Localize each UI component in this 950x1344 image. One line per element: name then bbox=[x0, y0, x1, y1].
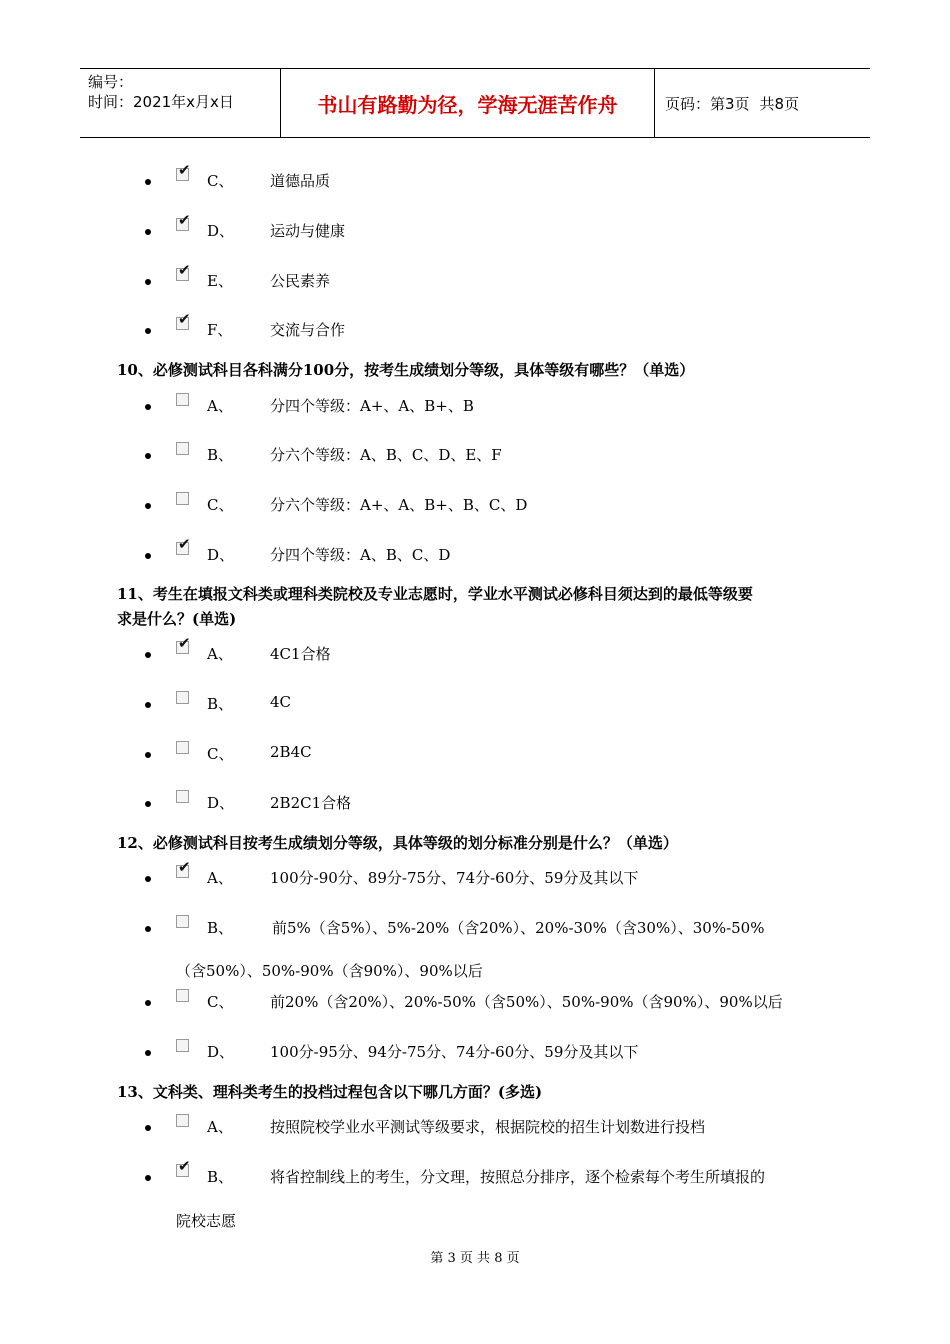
checkbox-checked[interactable] bbox=[176, 858, 191, 878]
option-text: 运动与健康 bbox=[270, 222, 346, 240]
option-text: 按照院校学业水平测试等级要求，根据院校的招生计划数进行投档 bbox=[270, 1118, 706, 1136]
check-icon: ✔ bbox=[178, 858, 191, 876]
option-text: 分六个等级：A、B、C、D、E、F bbox=[270, 446, 502, 464]
option-letter: A、 bbox=[207, 869, 233, 887]
option-item bbox=[0, 444, 950, 472]
option-item bbox=[0, 310, 950, 347]
option-item bbox=[0, 211, 950, 248]
option-item bbox=[0, 792, 950, 820]
total-label: 共8页 bbox=[759, 94, 800, 113]
checkbox-unchecked[interactable] bbox=[176, 915, 189, 928]
option-letter: D、 bbox=[207, 794, 235, 812]
option-letter: A、 bbox=[207, 1118, 233, 1136]
option-text: 前20%（含20%）、20%-50%（含50%）、50%-90%（含90%）、90%以后 bbox=[270, 993, 783, 1011]
question-title-line: 求是什么？(单选) bbox=[117, 610, 237, 628]
check-icon: ✔ bbox=[178, 1157, 191, 1175]
checkbox-unchecked[interactable] bbox=[176, 790, 189, 803]
bullet-icon bbox=[145, 328, 151, 334]
option-item bbox=[0, 261, 950, 298]
checkbox-checked[interactable] bbox=[176, 535, 191, 555]
header-motto: 书山有路勤为径，学海无涯苦作舟 bbox=[281, 69, 655, 137]
checkbox-unchecked[interactable] bbox=[176, 442, 189, 455]
checkbox-unchecked[interactable] bbox=[176, 741, 189, 754]
option-item bbox=[0, 1041, 950, 1069]
option-text: 分六个等级：A+、A、B+、B、C、D bbox=[270, 496, 528, 514]
option-item bbox=[0, 693, 950, 721]
checkbox-unchecked[interactable] bbox=[176, 691, 189, 704]
option-item bbox=[0, 858, 950, 895]
bullet-icon bbox=[145, 1125, 151, 1131]
option-letter: A、 bbox=[207, 645, 233, 663]
bullet-icon bbox=[145, 1050, 151, 1056]
option-item bbox=[0, 494, 950, 522]
header-page-info bbox=[655, 69, 870, 137]
bullet-icon bbox=[145, 279, 151, 285]
option-item bbox=[0, 991, 950, 1019]
question-title: 13、文科类、理科类考生的投档过程包含以下哪几方面？(多选) bbox=[117, 1083, 543, 1101]
option-text: 交流与合作 bbox=[270, 321, 346, 339]
check-icon: ✔ bbox=[178, 634, 191, 652]
option-letter: E、 bbox=[207, 272, 233, 290]
option-text-continued: （含50%）、50%-90%（含90%）、90%以后 bbox=[176, 962, 483, 980]
option-letter: B、 bbox=[207, 695, 234, 713]
question-title bbox=[117, 582, 837, 632]
question-title: 10、必修测试科目各科满分100分，按考生成绩划分等级，具体等级有哪些？（单选） bbox=[117, 361, 695, 379]
option-item bbox=[0, 917, 950, 980]
option-text: 4C1合格 bbox=[270, 645, 331, 663]
time-label: 时间：2021年x月x日 bbox=[88, 93, 234, 111]
bullet-icon bbox=[145, 1175, 151, 1181]
bullet-icon bbox=[145, 179, 151, 185]
question-title-line: 11、考生在填报文科类或理科类院校及专业志愿时，学业水平测试必修科目须达到的最低等级要 bbox=[117, 585, 753, 603]
option-item bbox=[0, 535, 950, 572]
option-letter: D、 bbox=[207, 546, 235, 564]
option-text: 2B4C bbox=[270, 743, 312, 761]
checkbox-unchecked[interactable] bbox=[176, 393, 189, 406]
option-letter: A、 bbox=[207, 397, 233, 415]
checkbox-checked[interactable] bbox=[176, 310, 191, 330]
bullet-icon bbox=[145, 652, 151, 658]
check-icon: ✔ bbox=[178, 261, 191, 279]
bullet-icon bbox=[145, 876, 151, 882]
option-letter: D、 bbox=[207, 222, 235, 240]
option-text: 道德品质 bbox=[270, 172, 331, 190]
number-label: 编号： bbox=[88, 73, 134, 91]
question-title: 12、必修测试科目按考生成绩划分等级，具体等级的划分标准分别是什么？（单选） bbox=[117, 834, 678, 852]
option-letter: B、 bbox=[207, 1168, 234, 1186]
bullet-icon bbox=[145, 453, 151, 459]
page-label: 页码：第3页 bbox=[665, 94, 750, 113]
option-letter: B、 bbox=[207, 446, 234, 464]
checkbox-checked[interactable] bbox=[176, 634, 191, 654]
option-letter: F、 bbox=[207, 321, 233, 339]
option-item bbox=[0, 1157, 950, 1230]
option-item bbox=[0, 743, 950, 771]
check-icon: ✔ bbox=[178, 310, 191, 328]
bullet-icon bbox=[145, 702, 151, 708]
option-item bbox=[0, 634, 950, 671]
page-header bbox=[80, 68, 870, 138]
option-text: 100分-90分、89分-75分、74分-60分、59分及其以下 bbox=[270, 869, 639, 887]
option-letter: C、 bbox=[207, 993, 234, 1011]
bullet-icon bbox=[145, 503, 151, 509]
bullet-icon bbox=[145, 553, 151, 559]
page-footer: 第 3 页 共 8 页 bbox=[430, 1251, 520, 1266]
bullet-icon bbox=[145, 801, 151, 807]
bullet-icon bbox=[145, 229, 151, 235]
option-letter: C、 bbox=[207, 172, 234, 190]
option-text: 4C bbox=[270, 693, 292, 711]
checkbox-unchecked[interactable] bbox=[176, 989, 189, 1002]
checkbox-checked[interactable] bbox=[176, 261, 191, 281]
header-meta bbox=[80, 69, 281, 137]
checkbox-checked[interactable] bbox=[176, 161, 191, 181]
option-text: 分四个等级：A+、A、B+、B bbox=[270, 397, 474, 415]
bullet-icon bbox=[145, 752, 151, 758]
checkbox-unchecked[interactable] bbox=[176, 1114, 189, 1127]
option-letter: B、 bbox=[207, 919, 234, 937]
bullet-icon bbox=[145, 926, 151, 932]
option-letter: C、 bbox=[207, 745, 234, 763]
option-text: 100分-95分、94分-75分、74分-60分、59分及其以下 bbox=[270, 1043, 639, 1061]
checkbox-unchecked[interactable] bbox=[176, 492, 189, 505]
bullet-icon bbox=[145, 404, 151, 410]
option-text: 分四个等级：A、B、C、D bbox=[270, 546, 451, 564]
option-text: 公民素养 bbox=[270, 272, 331, 290]
checkbox-unchecked[interactable] bbox=[176, 1039, 189, 1052]
option-letter: D、 bbox=[207, 1043, 235, 1061]
checkbox-checked[interactable] bbox=[176, 211, 191, 231]
option-letter: C、 bbox=[207, 496, 234, 514]
option-item bbox=[0, 395, 950, 423]
check-icon: ✔ bbox=[178, 211, 191, 229]
check-icon: ✔ bbox=[178, 535, 191, 553]
option-text-continued: 院校志愿 bbox=[176, 1212, 237, 1230]
option-text: 前5%（含5%）、5%-20%（含20%）、20%-30%（含30%）、30%-50% bbox=[272, 919, 765, 937]
check-icon: ✔ bbox=[178, 161, 191, 179]
bullet-icon bbox=[145, 1000, 151, 1006]
option-text: 将省控制线上的考生，分文理，按照总分排序，逐个检索每个考生所填报的 bbox=[270, 1168, 766, 1186]
option-item bbox=[0, 1116, 950, 1144]
option-text: 2B2C1合格 bbox=[270, 794, 352, 812]
option-item bbox=[0, 161, 950, 198]
checkbox-checked[interactable] bbox=[176, 1157, 191, 1177]
